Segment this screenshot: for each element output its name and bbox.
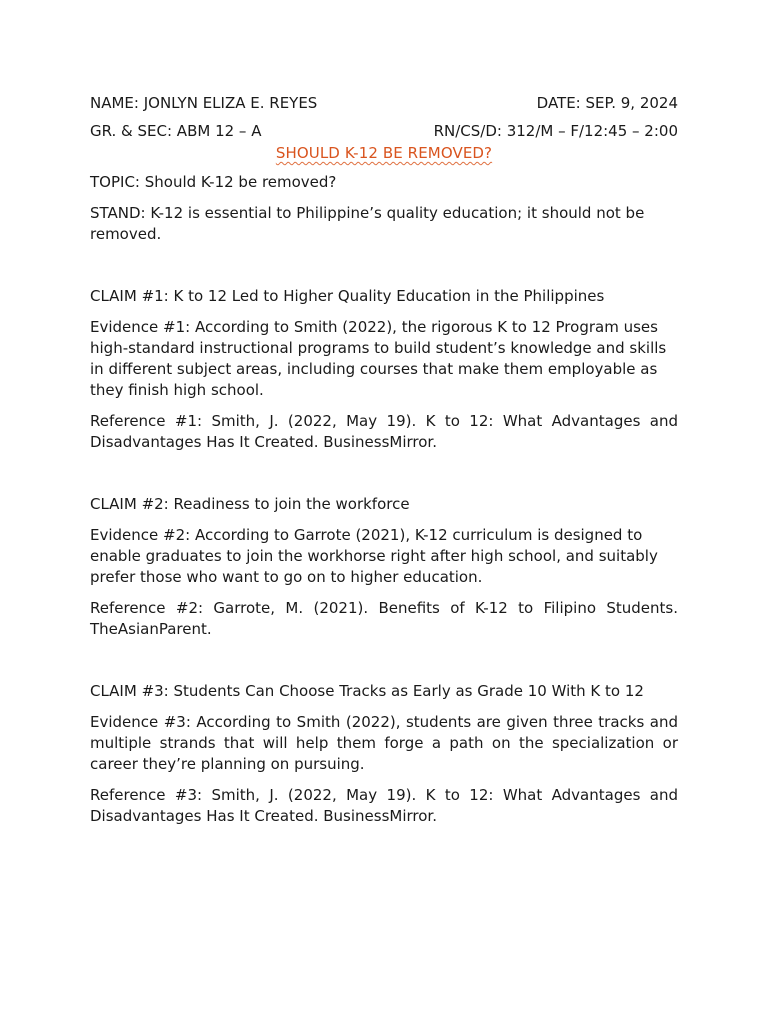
evidence-paragraph: Evidence #2: According to Garrote (2021), K-12 curriculum is designed to enable graduates to join the workhorse right after high school, and suitably prefer those who want to go on to higher education.: [90, 526, 658, 586]
reference-paragraph: Reference #3: Smith, J. (2022, May 19). K to 12: What Advantages and Disadvantages Has It Created. BusinessMirror.: [90, 786, 678, 825]
header-row-1: [90, 93, 678, 114]
class-schedule: RN/CS/D: 312/M – F/12:45 – 2:00: [433, 122, 678, 140]
claim-section-3: [90, 681, 678, 827]
student-name: NAME: JONLYN ELIZA E. REYES: [90, 94, 318, 112]
stand-paragraph: STAND: K-12 is essential to Philippine’s quality education; it should not be removed.: [90, 204, 645, 243]
reference-paragraph: Reference #1: Smith, J. (2022, May 19). K to 12: What Advantages and Disadvantages Has It Created. BusinessMirror.: [90, 412, 678, 451]
claim-heading: CLAIM #2: Readiness to join the workforce: [90, 495, 410, 513]
claim-heading: CLAIM #1: K to 12 Led to Higher Quality Education in the Philippines: [90, 287, 605, 305]
claim-heading: CLAIM #3: Students Can Choose Tracks as Early as Grade 10 With K to 12: [90, 682, 644, 700]
evidence-paragraph: Evidence #3: According to Smith (2022), students are given three tracks and multiple strands that will help them forge a path on the specialization or career they’re planning on pursuing.: [90, 713, 678, 773]
topic-line: TOPIC: Should K-12 be removed?: [90, 173, 337, 191]
header-row-2: [90, 121, 678, 142]
reference-paragraph: Reference #2: Garrote, M. (2021). Benefits of K-12 to Filipino Students. TheAsianParent.: [90, 599, 678, 638]
claim-section-1: [90, 286, 678, 453]
evidence-paragraph: Evidence #1: According to Smith (2022), the rigorous K to 12 Program uses high-standard instructional programs to build student’s knowledge and skills in different subject areas, including courses that make them employable as they finish high school.: [90, 318, 667, 399]
grade-section: GR. & SEC: ABM 12 – A: [90, 122, 262, 140]
document-page: [90, 93, 678, 837]
document-title: SHOULD K-12 BE REMOVED?: [275, 144, 493, 162]
document-date: DATE: SEP. 9, 2024: [536, 94, 678, 112]
claim-section-2: [90, 494, 678, 640]
